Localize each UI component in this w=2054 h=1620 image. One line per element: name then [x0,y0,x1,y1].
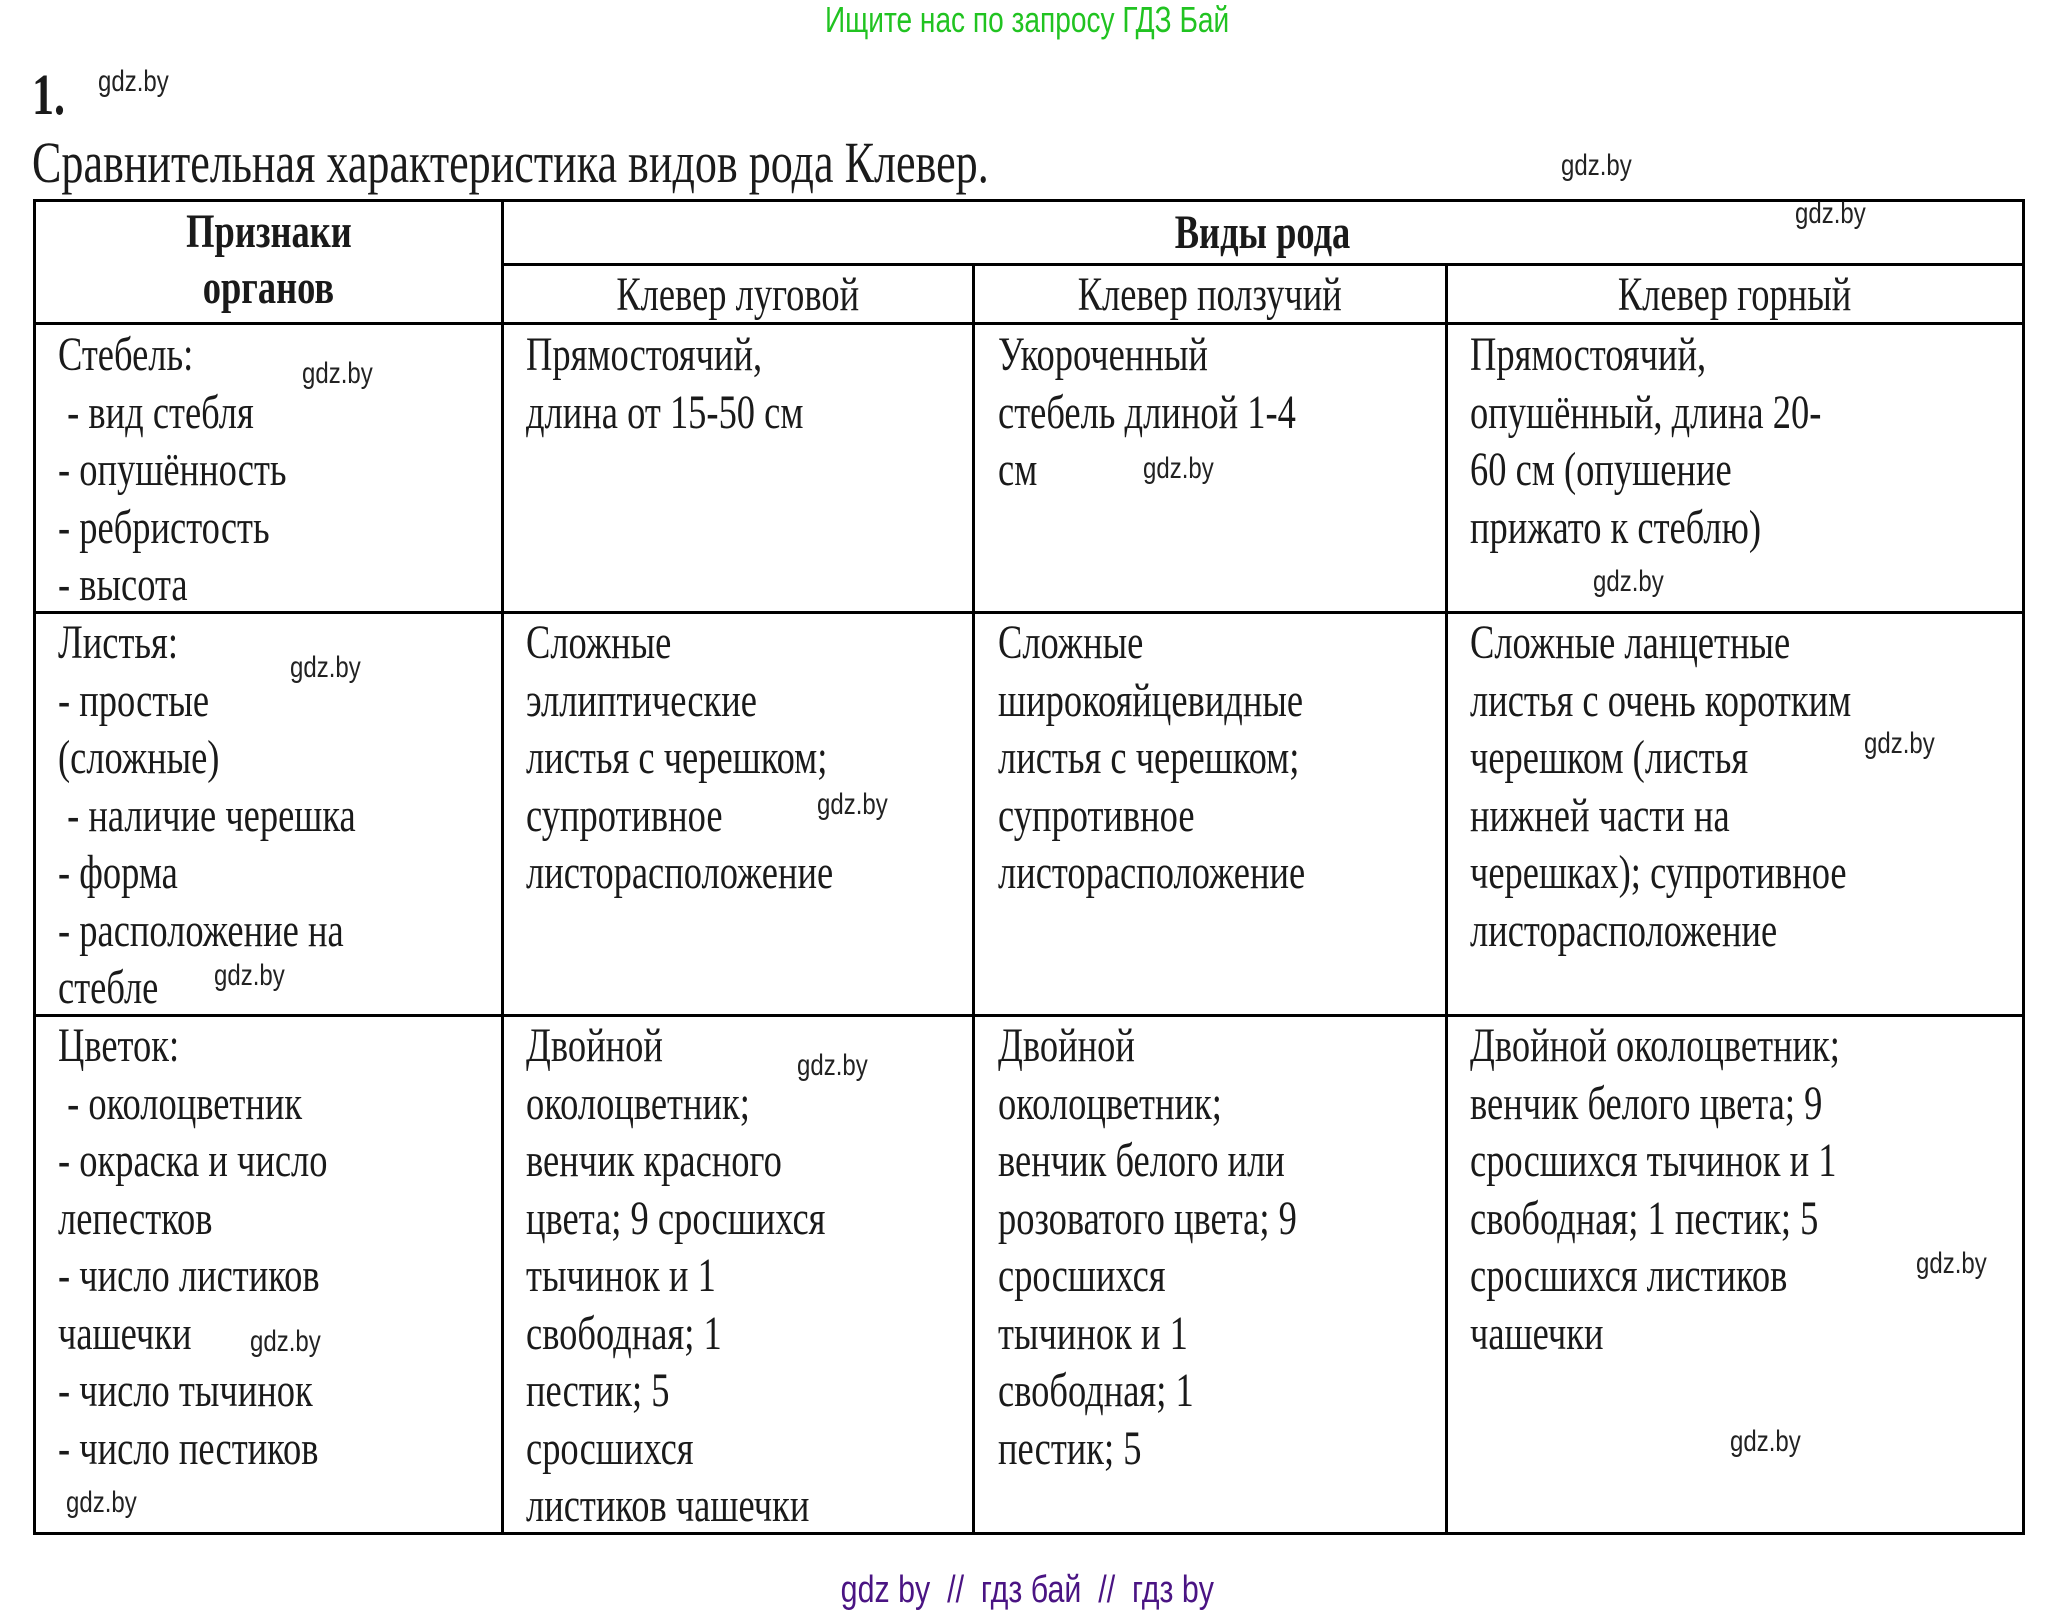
feature-line: чашечки [58,1306,192,1360]
header-species-meadow [504,267,972,323]
table-border-bottom [33,1532,2025,1535]
cell-line: Укороченный [998,328,1208,381]
header-features [36,204,501,316]
feature-line: лепестков [58,1191,213,1245]
feature-line: - число пестиков [58,1421,319,1475]
footer-links [0,1568,2054,1612]
cell-line: тычинок и 1 [526,1249,716,1302]
watermark: gdz.by [1795,197,1866,230]
cell-line: околоцветник; [526,1076,750,1130]
cell-line: Прямостоячий, [1470,328,1707,381]
species-name: Клевер луговой [616,268,860,321]
feature-line: - опушённость [58,443,287,496]
cell-line: прижато к стеблю) [1470,500,1761,554]
header-species-creeping [975,267,1445,323]
cell-line: листья с черешком; [526,731,828,784]
cell-line: розоватого цвета; 9 [998,1191,1297,1245]
cell-line: сросшихся тычинок и 1 [1470,1134,1837,1187]
cell-line: см [998,443,1038,496]
cell-line: листья с черешком; [998,731,1300,784]
footer-text: gdz by // гдз бай // гдз by [840,1569,1214,1611]
feature-line: Стебель: [58,328,194,381]
cell-line: венчик белого цвета; 9 [1470,1076,1823,1130]
cell-line: Прямостоячий, [526,328,763,381]
feature-line: - околоцветник [58,1076,303,1130]
cell-line: черешках); супротивное [1470,846,1847,899]
watermark: gdz.by [1730,1425,1801,1458]
cell-line: листорасположение [1470,903,1778,957]
watermark: gdz.by [214,959,285,992]
search-hint-banner [0,0,2054,40]
cell-line: листья с очень коротким [1470,673,1852,727]
feature-line: - число тычинок [58,1364,313,1417]
cell-line: супротивное [526,788,723,842]
feature-cell-stem [58,326,287,614]
feature-line: - высота [58,558,188,611]
cell-creeping-leaves [998,614,1305,902]
table-border-left [33,199,36,1535]
table-border-right [2022,199,2025,1535]
cell-line: опушённый, длина 20- [1470,385,1822,439]
feature-line: - наличие черешка [58,788,356,842]
cell-line: листиков чашечки [526,1479,810,1532]
cell-line: Сложные [526,616,672,669]
feature-line: - форма [58,846,178,899]
cell-meadow-stem [526,326,803,441]
watermark: gdz.by [817,788,888,821]
cell-line: листорасположение [526,846,834,899]
cell-line: цвета; 9 сросшихся [526,1191,826,1245]
cell-line: эллиптические [526,673,757,727]
feature-line: - расположение на [58,903,344,957]
cell-line: Двойной [998,1019,1135,1072]
watermark: gdz.by [1143,452,1214,485]
cell-line: Сложные ланцетные [1470,616,1791,669]
watermark: gdz.by [66,1486,137,1519]
species-name: Клевер ползучий [1077,268,1343,321]
cell-line: длина от 15-50 см [526,385,804,439]
species-name: Клевер горный [1618,268,1852,321]
table-col-divider [501,199,504,1535]
cell-line: 60 см (опушение [1470,443,1732,496]
cell-line: венчик белого или [998,1134,1285,1187]
cell-mountain-stem [1470,326,1821,556]
feature-cell-flower [58,1017,327,1477]
watermark: gdz.by [1916,1247,1987,1280]
feature-line: Листья: [58,616,178,669]
feature-line: стебле [58,961,159,1014]
feature-line: - ребристость [58,500,270,554]
table-col-divider [972,263,975,1535]
header-features-line: органов [202,261,335,314]
feature-line: Цветок: [58,1019,180,1072]
cell-line: Двойной [526,1019,663,1072]
banner-text: Ищите нас по запросу ГДЗ Бай [824,0,1230,40]
cell-line: пестик; 5 [526,1364,670,1417]
cell-line: чашечки [1470,1306,1604,1360]
cell-line: Двойной околоцветник; [1470,1019,1840,1072]
header-features-line: Признаки [185,205,352,258]
cell-line: сросшихся [526,1421,694,1475]
cell-mountain-leaves [1470,614,1851,959]
cell-meadow-leaves [526,614,833,902]
task-number: 1. [32,62,66,127]
page-title: Сравнительная характеристика видов рода Клевер. [32,130,989,195]
cell-line: широкояйцевидные [998,673,1304,727]
header-species-mountain [1448,267,2022,323]
watermark: gdz.by [1593,565,1664,598]
cell-line: черешком (листья [1470,731,1749,784]
cell-line: листорасположение [998,846,1306,899]
watermark: gdz.by [302,357,373,390]
cell-line: супротивное [998,788,1195,842]
watermark: gdz.by [290,651,361,684]
cell-line: Сложные [998,616,1144,669]
feature-line: - число листиков [58,1249,320,1302]
cell-line: венчик красного [526,1134,782,1187]
cell-line: тычинок и 1 [998,1306,1188,1360]
watermark: gdz.by [1561,149,1632,182]
watermark: gdz.by [98,65,169,98]
table-subheader-line [502,263,2025,266]
cell-line: свободная; 1 [526,1306,722,1360]
cell-line: околоцветник; [998,1076,1222,1130]
table-col-divider [1445,263,1448,1535]
table-border-top [33,199,2025,202]
cell-line: сросшихся [998,1249,1166,1302]
cell-line: сросшихся листиков [1470,1249,1788,1302]
cell-line: свободная; 1 [998,1364,1194,1417]
watermark: gdz.by [797,1049,868,1082]
watermark: gdz.by [250,1325,321,1358]
cell-meadow-flower [526,1017,825,1535]
feature-line: - простые [58,673,210,727]
watermark: gdz.by [1864,727,1935,760]
cell-line: пестик; 5 [998,1421,1142,1475]
feature-line: - окраска и число [58,1134,328,1187]
header-species-group-label: Виды рода [1175,206,1351,259]
cell-mountain-flower [1470,1017,1840,1362]
cell-line: стебель длиной 1-4 [998,385,1296,439]
cell-line: нижней части на [1470,788,1730,842]
cell-creeping-flower [998,1017,1297,1477]
feature-line: (сложные) [58,731,220,784]
feature-line: - вид стебля [58,385,254,439]
cell-line: свободная; 1 пестик; 5 [1470,1191,1819,1245]
